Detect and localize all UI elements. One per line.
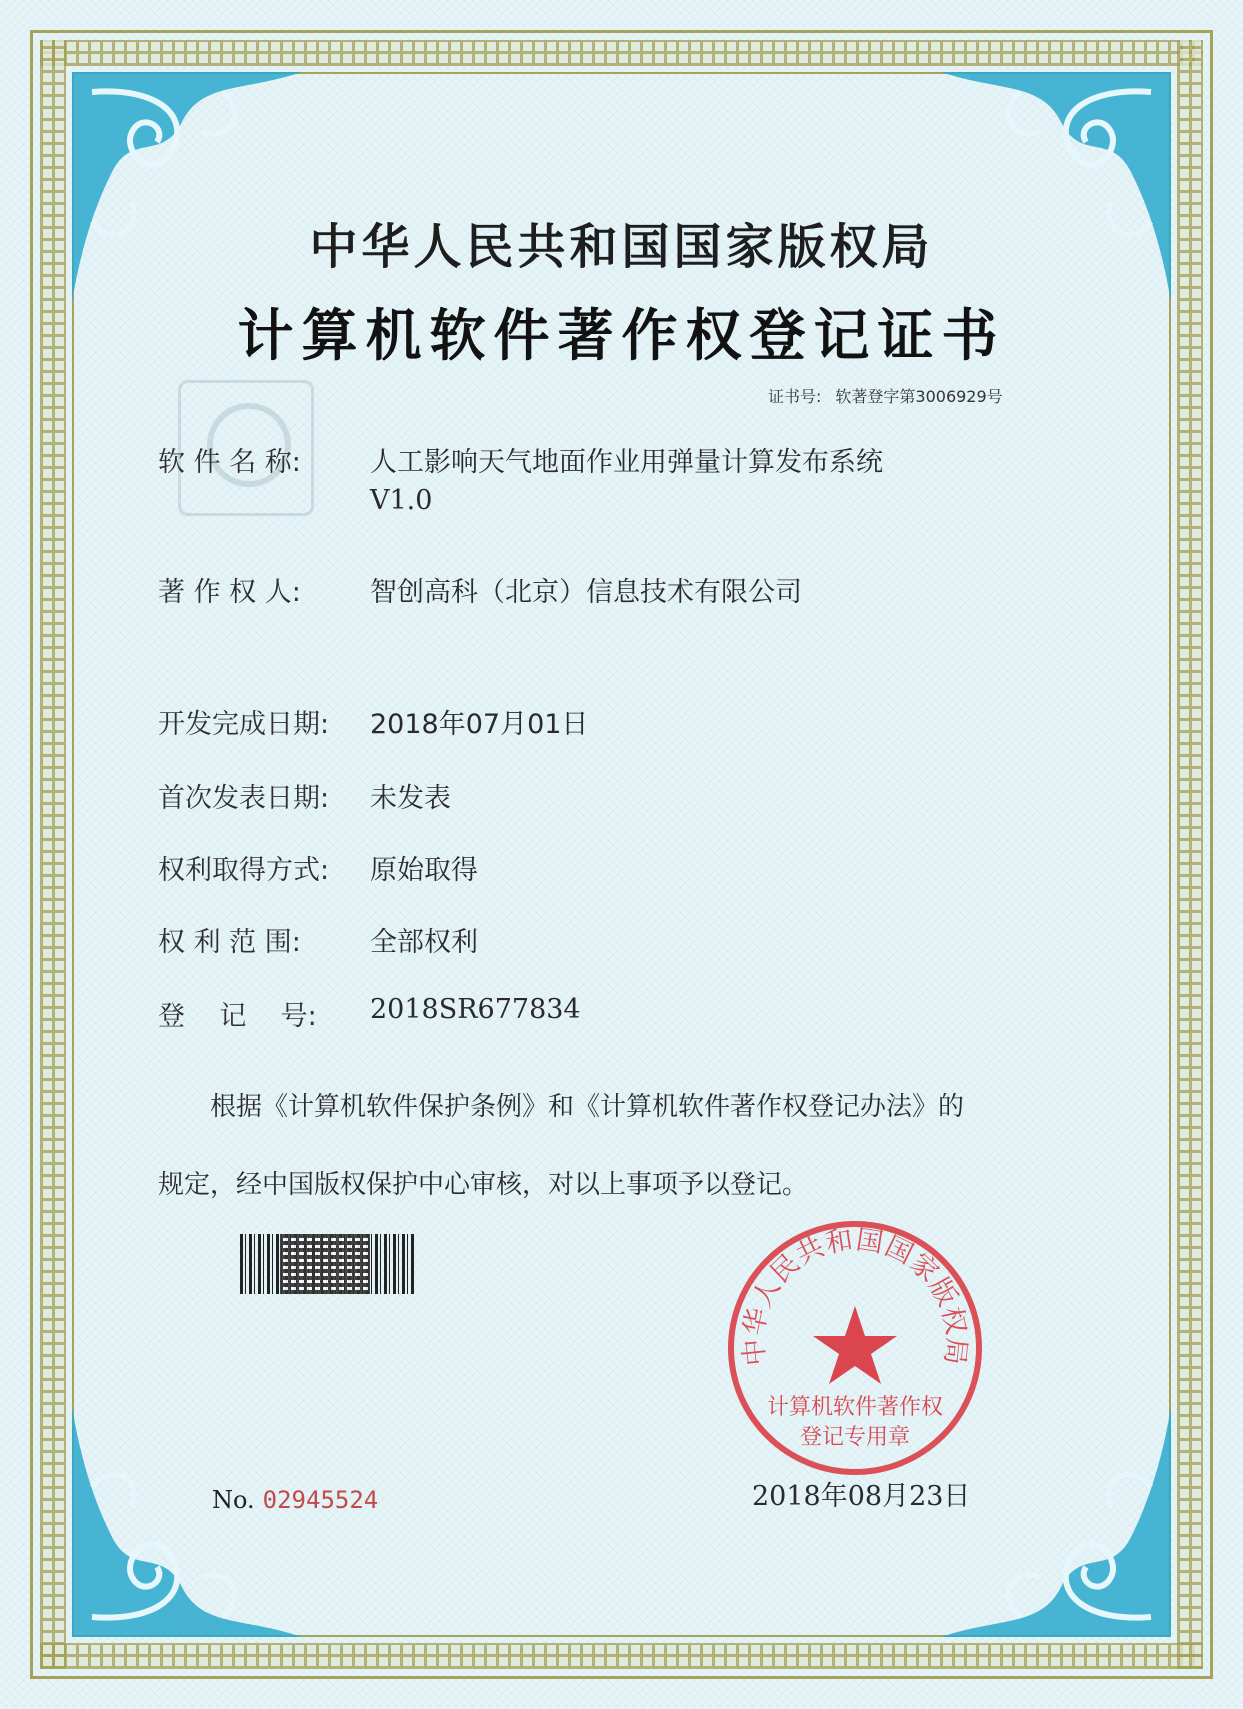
serial-label: No. [212, 1486, 255, 1514]
seal-inner-line-2: 登记专用章 [799, 1425, 911, 1450]
field-acquisition-method [158, 848, 478, 887]
field-value: 原始取得 [370, 855, 478, 886]
software-version: V1.0 [370, 485, 433, 516]
certificate-title: 计算机软件著作权登记证书 [237, 304, 1006, 369]
field-value: 2018SR677834 [370, 994, 581, 1025]
field-rights-scope [158, 920, 478, 959]
field-label: 著 作 权 人: [158, 577, 301, 608]
field-label: 首次发表日期: [158, 783, 330, 814]
fret-border-top [40, 40, 1203, 66]
field-label: 权 利 范 围: [158, 927, 301, 958]
statement-line-1: 根据《计算机软件保护条例》和《计算机软件著作权登记办法》的 [210, 1092, 965, 1122]
field-label: 软 件 名 称: [158, 447, 301, 478]
fret-border-right [1177, 40, 1203, 1669]
seal-outer-text: 中华人民共和国国家版权局 [738, 1224, 972, 1368]
field-copyright-owner [158, 570, 802, 609]
certificate-number-value: 软著登字第3006929号 [835, 387, 1003, 406]
field-label: 登 记 号: [158, 1001, 317, 1032]
seal-inner-line-1: 计算机软件著作权 [766, 1395, 944, 1420]
field-registration-number [158, 994, 581, 1033]
issue-date: 2018年08月23日 [752, 1481, 971, 1512]
issuer-heading: 中华人民共和国国家版权局 [309, 219, 934, 275]
software-name: 人工影响天气地面作业用弹量计算发布系统 [370, 447, 883, 478]
seal-star-icon [813, 1306, 897, 1384]
fret-border-left [40, 40, 66, 1669]
serial-value: 02945524 [262, 1486, 379, 1514]
serial-number [212, 1486, 378, 1514]
field-first-publication-date [158, 776, 451, 815]
official-seal [725, 1218, 985, 1478]
field-completion-date [158, 702, 588, 741]
field-value: 2018年07月01日 [370, 709, 589, 740]
barcode [240, 1234, 416, 1294]
field-label: 权利取得方式: [158, 855, 330, 886]
fret-border-bottom [40, 1643, 1203, 1669]
field-label: 开发完成日期: [158, 709, 330, 740]
statement-line-2: 规定，经中国版权保护中心审核，对以上事项予以登记。 [158, 1170, 809, 1200]
field-value [370, 440, 883, 516]
certificate-number [768, 384, 1017, 407]
field-value: 智创高科（北京）信息技术有限公司 [370, 577, 802, 608]
certificate-number-label: 证书号: [768, 387, 822, 406]
2d-code [280, 1234, 370, 1294]
field-software-name [158, 440, 883, 516]
field-value: 未发表 [370, 783, 451, 814]
field-value: 全部权利 [370, 927, 478, 958]
corner-ornament-bottom-left [72, 1407, 302, 1637]
